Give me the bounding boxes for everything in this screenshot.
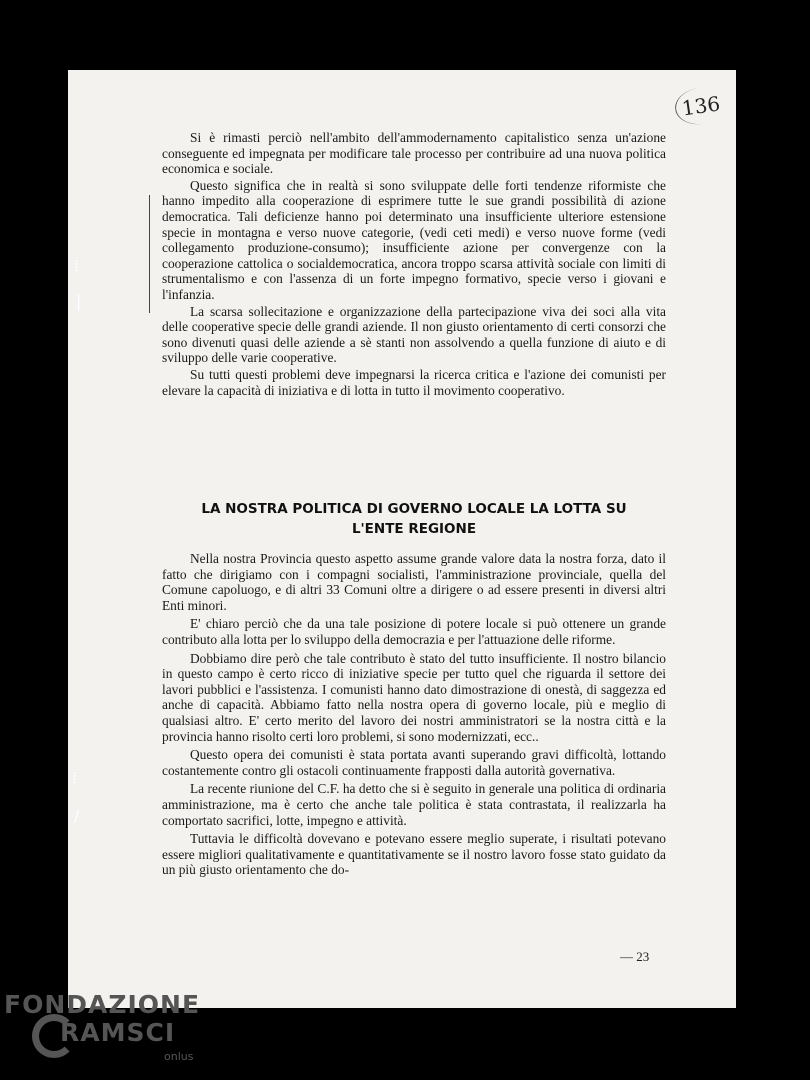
paragraph: Nella nostra Provincia questo aspetto assume grande valore data la nostra forza, dato il fatto che dirigiamo con i compagni socialisti, l'amministrazione provinciale, quella del Comune capoluogo, e di altri 33 Comuni oltre a dirigere o ad essere presenti in diversi altri Enti minori. (162, 551, 666, 613)
logo-suffix: onlus (164, 1050, 194, 1063)
margin-tick-icon: | (76, 292, 82, 311)
margin-tick-icon: ⁞ (74, 256, 80, 275)
logo-text-bottom: RAMSCI (60, 1018, 176, 1047)
section-heading (162, 499, 666, 539)
archive-stamp: 136 (673, 85, 729, 128)
section-2-text (162, 551, 666, 881)
paragraph: Si è rimasti perciò nell'ambito dell'ammodernamento capitalistico senza un'azione conseguente ed impegnata per modificare tale processo per contribuire ad una nuova politica economica e sociale. (162, 130, 666, 177)
paragraph: La recente riunione del C.F. ha detto che si è seguito in generale una politica di ordinaria amministrazione, ma è certo che anche tale politica è stata contrastata, il realizzarla ha comportato sacrifici, lotte, impegno e attività. (162, 781, 666, 828)
heading-line-2: L'ENTE REGIONE (351, 521, 477, 537)
page-number: — 23 (620, 949, 650, 964)
paragraph: La scarsa sollecitazione e organizzazione della partecipazione viva dei soci alla vita delle cooperative specie delle grandi aziende. Il non giusto orientamento di certi consorzi che sono divenuti quasi delle aziende a sè stanti non assolvendo a quella funzione di aiuto e di sviluppo delle varie cooperative. (162, 303, 666, 366)
section-1-text (162, 130, 666, 399)
logo-text-top: FONDAZIONE (4, 990, 201, 1019)
margin-tick-icon: / (74, 806, 80, 825)
paragraph: Questo opera dei comunisti è stata portata avanti superando gravi difficoltà, lottando costantemente contro gli ostacoli continuamente frapposti dalla autorità governativa. (162, 747, 666, 778)
heading-line-1: LA NOSTRA POLITICA DI GOVERNO LOCALE LA LOTTA SU (201, 501, 627, 517)
watermark-logo (4, 990, 201, 1063)
paragraph: E' chiaro perciò che da una tale posizione di potere locale si può ottenere un grande contributo alla lotta per lo sviluppo della democrazia e per l'attuazione delle riforme. (162, 616, 666, 647)
paragraph: Questo significa che in realtà si sono sviluppate delle forti tendenze riformiste che hanno impedito alla cooperazione di esprimere tutte le sue grandi possibilità di azione democratica. Tali deficienze hanno poi determinato una insufficiente ulteriore estensione specie in montagna e verso nuove categorie, (vedi ceti medi) e verso nuove forme (vedi collegamento produzione-consumo); insufficiente azione per convergenze con la cooperazione cattolica o socialdemocratica, ancora troppo scarsa attività sociale con limiti di strumentalismo e con l'assenza di un forte impegno formativo, specie verso i giovani e l'infanzia. (162, 177, 666, 302)
paragraph: Dobbiamo dire però che tale contributo è stato del tutto insufficiente. Il nostro bilancio in questo campo è certo ricco di iniziative specie per tutto quel che riguarda il settore dei lavori pubblici e l'assistenza. I comunisti hanno dato dimostrazione di onestà, di saggezza ed anche di capacità. Abbiamo fatto nella nostra opera di governo locale, più e meglio di qualsiasi altro. E' certo merito del lavoro dei nostri amministratori se la nostra città e la provincia hanno risolto certi loro problemi, si sono modernizzati, ecc.. (162, 650, 666, 744)
margin-tick-icon: ⁞ (72, 768, 78, 787)
margin-mark (149, 195, 150, 313)
paragraph: Tuttavia le difficoltà dovevano e potevano essere meglio superate, i risultati potevano essere migliori qualitativamente e quantitativamente se il nostro lavoro fosse stato guidato da un più giusto orientamento che do- (162, 831, 666, 878)
paragraph: Su tutti questi problemi deve impegnarsi la ricerca critica e l'azione dei comunisti per elevare la capacità di iniziativa e di lotta in tutto il movimento cooperativo. (162, 366, 666, 398)
